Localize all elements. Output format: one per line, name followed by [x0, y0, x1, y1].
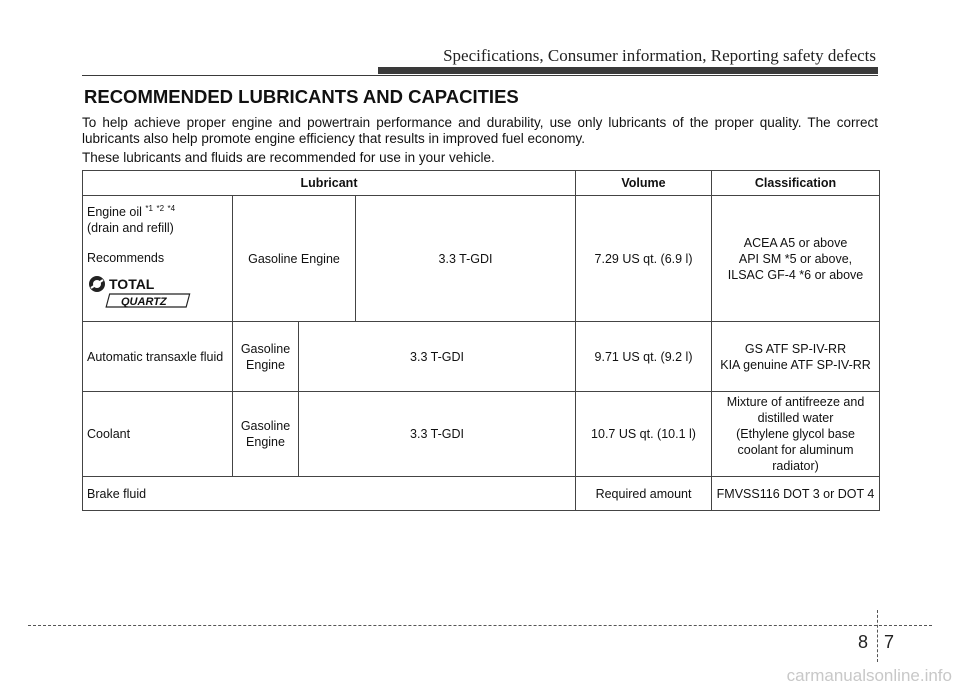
transaxle-volume: 9.71 US qt. (9.2 l): [576, 322, 712, 392]
transaxle-engine: Gasoline Engine: [233, 322, 299, 392]
brake-classification: FMVSS116 DOT 3 or DOT 4: [712, 477, 880, 511]
coolant-class-1: Mixture of antifreeze and distilled water: [726, 395, 865, 425]
watermark: carmanualsonline.info: [786, 666, 952, 685]
coolant-name: Coolant: [83, 392, 233, 477]
coolant-volume: 10.7 US qt. (10.1 l): [576, 392, 712, 477]
total-quartz-logo: [87, 274, 197, 308]
engine-oil-classification: [712, 196, 880, 322]
engine-oil-model: 3.3 T-GDI: [356, 196, 576, 322]
header-volume: Volume: [576, 171, 712, 196]
engine-oil-label-cell: Engine oil $^{*1}$ $^{*2}$ $^{*4}$ (drain and refill) Recommends TOTAL QUARTZ: [83, 196, 233, 322]
running-head: Specifications, Consumer information, Reporting safety defects: [443, 46, 876, 65]
section-title: RECOMMENDED LUBRICANTS AND CAPACITIES: [84, 86, 519, 107]
engine-oil-class-1: ACEA A5 or above: [743, 235, 848, 250]
footer-dashed-rule: [28, 625, 932, 626]
coolant-classification: [712, 392, 880, 477]
logo-total-text: TOTAL: [109, 276, 155, 292]
header-lubricant: Lubricant: [83, 171, 576, 196]
engine-oil-name: Engine oil: [87, 205, 142, 219]
engine-oil-class-3: ILSAC GF-4 *6 or above: [727, 267, 864, 282]
engine-oil-class-2: API SM *5 or above,: [738, 251, 853, 266]
lubricants-table: [82, 170, 880, 511]
brake-name: Brake fluid: [83, 477, 576, 511]
section-number: 8: [858, 632, 869, 652]
header-bar: [378, 67, 878, 74]
logo-quartz-text: QUARTZ: [121, 296, 167, 308]
intro-paragraph-1: To help achieve proper engine and powertrain performance and durability, use only lubricants of the proper quality. The correct lubricants also help promote engine efficiency that results in improved fuel economy.: [82, 115, 878, 146]
table-header-row: [83, 171, 880, 196]
intro-paragraph-2: These lubricants and fluids are recommended for use in your vehicle.: [82, 150, 495, 165]
coolant-model: 3.3 T-GDI: [299, 392, 576, 477]
table-row-transaxle: [83, 322, 880, 392]
transaxle-name: Automatic transaxle fluid: [83, 322, 233, 392]
table-row-brake: [83, 477, 880, 511]
table-row-engine-oil: [83, 196, 880, 322]
table-row-coolant: [83, 392, 880, 477]
transaxle-classification: [712, 322, 880, 392]
brake-volume: Required amount: [576, 477, 712, 511]
engine-oil-recommends: Recommends: [87, 251, 165, 265]
transaxle-model: 3.3 T-GDI: [299, 322, 576, 392]
transaxle-class-2: KIA genuine ATF SP-IV-RR: [720, 357, 871, 372]
page-number: 7: [884, 632, 895, 652]
transaxle-class-1: GS ATF SP-IV-RR: [744, 341, 847, 356]
engine-oil-volume: 7.29 US qt. (6.9 l): [576, 196, 712, 322]
coolant-engine: Gasoline Engine: [233, 392, 299, 477]
header-rule: [82, 75, 878, 76]
footer-vertical-rule: [877, 610, 878, 662]
coolant-class-2: (Ethylene glycol base coolant for aluminum radiator): [736, 427, 855, 473]
header-classification: Classification: [712, 171, 880, 196]
engine-oil-engine: Gasoline Engine: [233, 196, 356, 322]
engine-oil-drain-note: (drain and refill): [87, 221, 174, 235]
